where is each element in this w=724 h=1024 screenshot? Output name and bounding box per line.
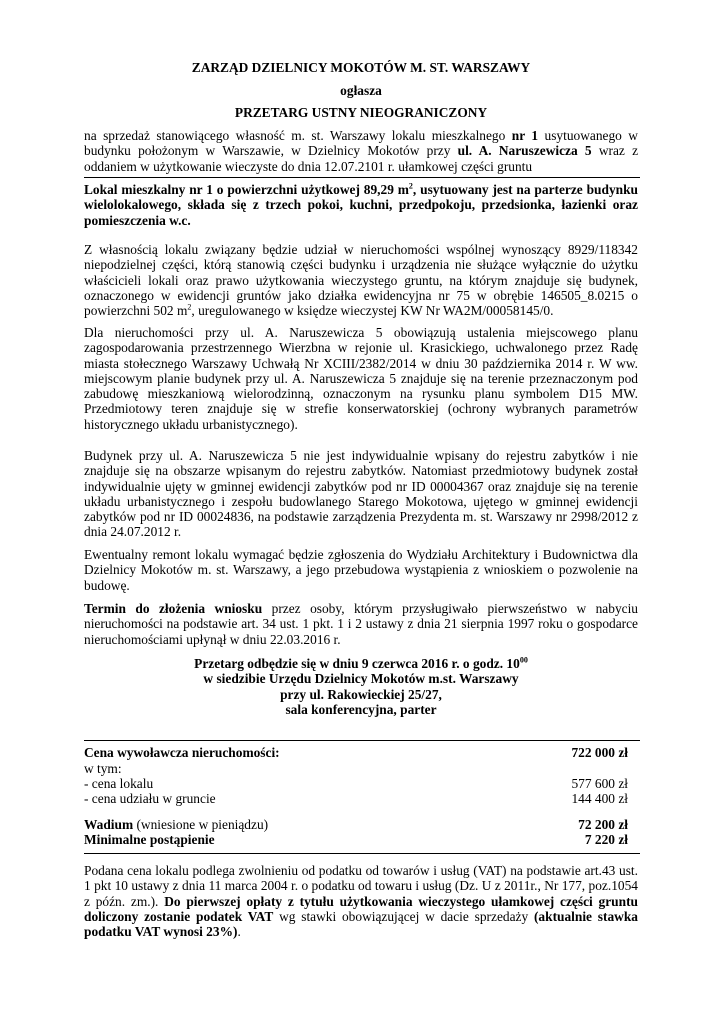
deposit-label: Wadium (wniesione w pieniądzu) [84, 817, 269, 832]
unit-price-row [84, 776, 638, 792]
monuments-paragraph: Budynek przy ul. A. Naruszewicza 5 nie jest indywidualnie wpisany do rejestru zabytków i nie znajduje się na obszarze wpisanym do rejestru zabytków. Natomiast przedmiotowy budynek został indywidualnie ujęty w gminnej ewidencji zabytków pod nr ID 00004367 oraz znajduje się na terenie układu urbanistycznego i zespołu budowlanego Starego Mokotowa, ujętego w gminnej ewidencji zabytków pod nr ID 00024836, na podstawie zarządzenia Prezydenta m. st. Warszawy nr 2998/2012 z dnia 24.07.2012 r. [84, 448, 638, 540]
land-share-price-row [84, 791, 638, 807]
divider-prices [84, 740, 640, 741]
page-title: ZARZĄD DZIELNICY MOKOTÓW M. ST. WARSZAWY [191, 60, 531, 75]
min-increment-label: Minimalne postąpienie [84, 832, 215, 847]
unit-price-label: - cena lokalu [84, 776, 154, 791]
min-increment-row [84, 832, 638, 848]
deadline-paragraph: Termin do złożenia wniosku przez osoby, którym przysługiwało pierwszeństwo w nabyciu nieruchomości na podstawie art. 34 ust. 1 pkt. 1 i 2 ustawy z dnia 21 sierpnia 1997 roku o gospodarce nieruchomościami upłynął w dniu 22.03.2016 r. [84, 601, 638, 647]
deposit-value: 72 200 zł [578, 817, 628, 832]
divider-bottom [84, 853, 640, 854]
starting-price-row [84, 745, 638, 761]
auction-type-title: PRZETARG USTNY NIEOGRANICZONY [234, 105, 488, 120]
renovation-paragraph: Ewentualny remont lokalu wymagać będzie zgłoszenia do Wydziału Architektury i Budownictwa dla Dzielnicy Mokotów m. st. Warszawy, a jego przebudowa wystąpienia z wnioskiem o pozwolenie na budowę. [84, 547, 638, 593]
deposit-row [84, 817, 638, 833]
intro-paragraph: na sprzedaż stanowiącego własność m. st. Warszawy lokalu mieszkalnego nr 1 usytuowanego w budynku położonym w Warszawie, w Dzielnicy Mokotów przy ul. A. Naruszewicza 5 wraz z oddaniem w użytkowanie wieczyste do dnia 12.07.2101 r. ułamkowej części gruntu [84, 128, 639, 174]
announces-line: ogłasza [340, 83, 382, 98]
starting-price-value: 722 000 zł [571, 745, 628, 760]
unit-description: Lokal mieszkalny nr 1 o powierzchni użytkowej 89,29 $m^2$, usytuowany jest na parterze budynku wielolokalowego, składa się z trzech pokoi, kuchni, przedpokoju, przedsionka, łazienki oraz pomieszczenia w.c. [84, 181, 638, 228]
vat-paragraph: Podana cena lokalu podlega zwolnieniu od podatku od towarów i usług (VAT) na podstawie art.43 ust. 1 pkt 10 ustawy z dnia 11 marca 2004 r. o podatku od towaru i usług (Dz. U z 2011r., Nr 177, poz.1054 z późn. zm.). Do pierwszej opłaty z tytułu użytkowania wieczystego ułamkowej części gruntu doliczony zostanie podatek VAT wg stawki obowiązującej w dacie sprzedaży (aktualnie stawka podatku VAT wynosi 23%). [84, 863, 638, 940]
min-increment-value: 7 220 zł [584, 832, 628, 847]
share-paragraph: Z własnością lokalu związany będzie udział w nieruchomości wspólnej wynoszący 8929/118342 niepodzielnej części, którą stanowią części budynku i urządzenia nie służące wyłącznie do użytku właścicieli lokali oraz prawo użytkowania wieczystego gruntu, na którym znajduje się budynek, oznaczonego w ewidencji gruntów jako działka ewidencyjna nr 75 w obrębie 146505_8.0215 o powierzchni 502 $m^2$, uregulowanego w księdze wieczystej KW Nr WA2M/00058145/0. [84, 242, 638, 319]
auction-details: Przetarg odbędzie się w dniu 9 czerwca 2016 r. o godz. $10^{00}$ w siedzibie Urzędu Dzielnicy Mokotów m.st. Warszawy przy ul. Rakowieckiej 25/27, sala konferencyjna, parter [194, 655, 528, 717]
unit-price-value: 577 600 zł [571, 776, 628, 791]
including-row: w tym: [84, 761, 122, 776]
land-share-price-value: 144 400 zł [571, 791, 628, 806]
divider-top [84, 177, 640, 178]
starting-price-label: Cena wywoławcza nieruchomości: [84, 745, 280, 760]
land-share-price-label: - cena udziału w gruncie [84, 791, 216, 806]
zoning-paragraph: Dla nieruchomości przy ul. A. Naruszewicza 5 obowiązują ustalenia miejscowego planu zagospodarowania przestrzennego Wierzbna w rejonie ul. Krasickiego, uchwalonego przez Radę miasta stołecznego Warszawy Uchwałą Nr XCIII/2382/2014 w dniu 30 października 2014 r. W ww. miejscowym planie budynek przy ul. A. Naruszewicza 5 znajduje się na terenie przeznaczonym pod zabudowę mieszkaniową wielorodzinną, oznaczonym na rysunku planu symbolem D15 MW. Przedmiotowy teren znajduje się w strefie konserwatorskiej (ochrony wybranych parametrów historycznego układu urbanistycznego). [84, 325, 638, 432]
